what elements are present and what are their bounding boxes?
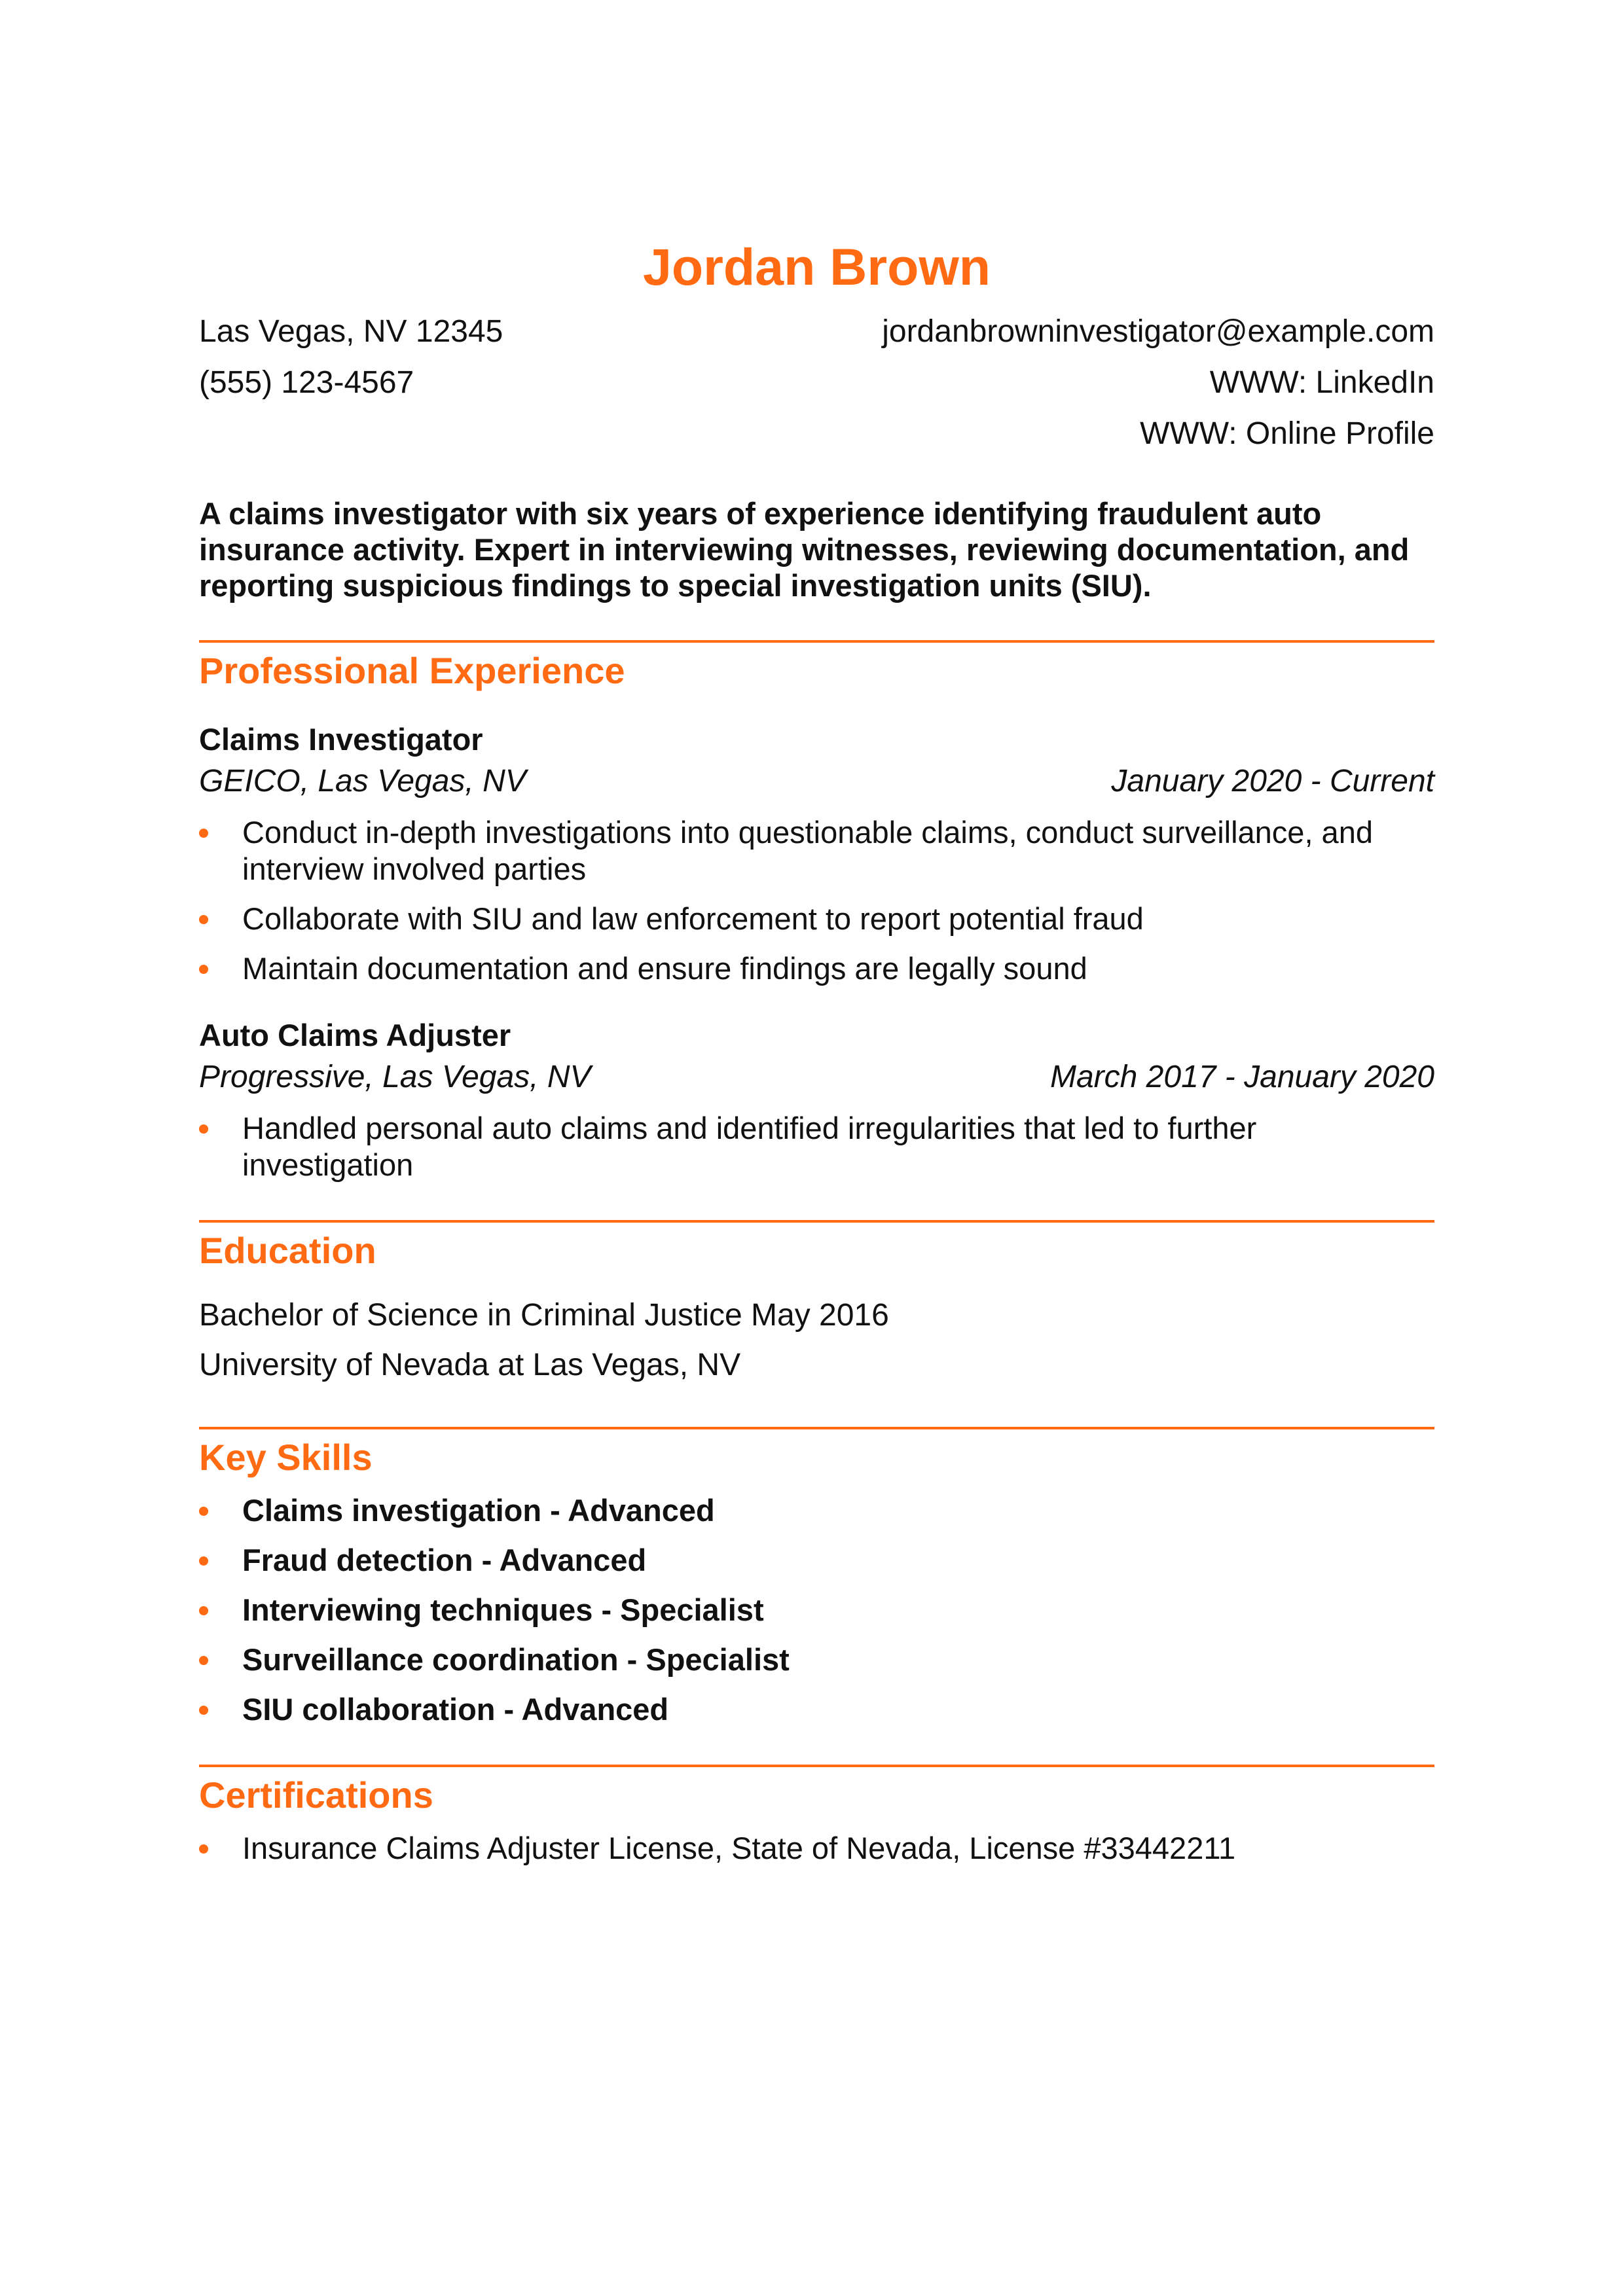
list-item <box>199 1830 1434 1867</box>
contact-row <box>199 357 1434 408</box>
bullet-dot-icon <box>199 1606 208 1615</box>
bullet-text: Maintain documentation and ensure findings are legally sound <box>242 951 1087 986</box>
education-section <box>199 1220 1434 1390</box>
bullet-text: Collaborate with SIU and law enforcement to report potential fraud <box>242 901 1144 936</box>
skill-text: Surveillance coordination - Specialist <box>242 1642 790 1677</box>
online-profile-link[interactable]: WWW: Online Profile <box>1140 416 1434 451</box>
bullet-dot-icon <box>199 1507 208 1516</box>
job-dates: March 2017 - January 2020 <box>1049 1060 1434 1094</box>
list-item <box>199 901 1434 937</box>
job-meta <box>199 761 1434 802</box>
list-item <box>199 1691 1434 1728</box>
list-item <box>199 814 1434 888</box>
certifications-list <box>199 1830 1434 1867</box>
address: Las Vegas, NV 12345 <box>199 314 503 349</box>
bullet-dot-icon <box>199 829 208 838</box>
section-title-skills: Key Skills <box>199 1437 373 1478</box>
job-title: Auto Claims Adjuster <box>199 1018 511 1052</box>
certifications-section <box>199 1765 1434 1867</box>
list-item <box>199 1110 1434 1183</box>
bullet-dot-icon <box>199 1844 208 1854</box>
section-title-experience: Professional Experience <box>199 650 625 691</box>
bullet-dot-icon <box>199 1124 208 1134</box>
list-item <box>199 1592 1434 1628</box>
school: University of Nevada at Las Vegas, NV <box>199 1348 741 1382</box>
contact-row <box>199 306 1434 357</box>
degree: Bachelor of Science in Criminal Justice May 2016 <box>199 1298 889 1333</box>
list-item <box>199 1542 1434 1579</box>
skills-list <box>199 1492 1434 1728</box>
bullet-dot-icon <box>199 915 208 924</box>
bullet-dot-icon <box>199 1556 208 1566</box>
contact-row <box>199 408 1434 459</box>
job-company: Progressive, Las Vegas, NV <box>199 1060 591 1094</box>
professional-summary: A claims investigator with six years of experience identifying fraudulent auto insurance activity. Expert in interviewing witnesses, reviewing documentation, and reporting suspicious findings to special investigation units (SIU). <box>199 496 1410 603</box>
section-divider <box>199 1427 1434 1429</box>
bullet-dot-icon <box>199 1706 208 1715</box>
resume-content <box>199 236 1434 1880</box>
bullet-dot-icon <box>199 965 208 974</box>
skill-text: Interviewing techniques - Specialist <box>242 1592 764 1627</box>
section-divider <box>199 1765 1434 1767</box>
job-company: GEICO, Las Vegas, NV <box>199 764 526 798</box>
section-divider <box>199 1220 1434 1223</box>
email-link[interactable]: jordanbrowninvestigator@example.com <box>882 314 1434 349</box>
job-dates: January 2020 - Current <box>1111 764 1434 798</box>
phone: (555) 123-4567 <box>199 365 414 400</box>
job-title: Claims Investigator <box>199 722 483 757</box>
section-title-certifications: Certifications <box>199 1774 433 1816</box>
contact-block <box>199 306 1434 459</box>
section-title-education: Education <box>199 1230 376 1271</box>
list-item <box>199 1492 1434 1529</box>
experience-section <box>199 640 1434 1183</box>
job-entry <box>199 719 1434 987</box>
education-entry <box>199 1291 1434 1390</box>
list-item <box>199 1641 1434 1678</box>
section-divider <box>199 640 1434 643</box>
job-entry <box>199 1014 1434 1183</box>
certification-text: Insurance Claims Adjuster License, State of Nevada, License #33442211 <box>242 1831 1236 1865</box>
bullet-dot-icon <box>199 1656 208 1665</box>
job-meta <box>199 1056 1434 1098</box>
skill-text: Claims investigation - Advanced <box>242 1493 715 1528</box>
bullet-text: Handled personal auto claims and identified irregularities that led to further investigation <box>242 1111 1257 1182</box>
linkedin-link[interactable]: WWW: LinkedIn <box>1209 365 1434 400</box>
list-item <box>199 950 1434 987</box>
skills-section <box>199 1427 1434 1728</box>
skill-text: SIU collaboration - Advanced <box>242 1692 669 1727</box>
skill-text: Fraud detection - Advanced <box>242 1543 647 1577</box>
job-bullets <box>199 1110 1434 1183</box>
bullet-text: Conduct in-depth investigations into questionable claims, conduct surveillance, and interview involved parties <box>242 815 1373 886</box>
job-bullets <box>199 814 1434 987</box>
candidate-name: Jordan Brown <box>642 238 991 296</box>
